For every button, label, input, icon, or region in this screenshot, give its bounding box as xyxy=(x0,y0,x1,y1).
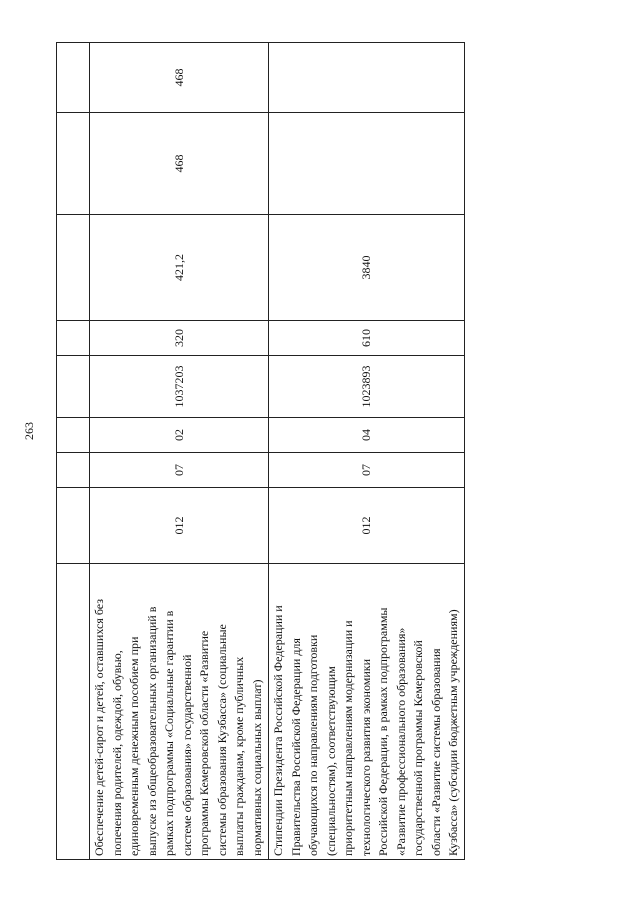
section-code: 07 xyxy=(90,453,269,488)
description-line: выплаты гражданам, кроме публичных xyxy=(232,656,246,856)
table-row xyxy=(269,43,465,860)
blank-cell xyxy=(57,453,90,488)
description-line: «Развитие профессионального образования» xyxy=(393,627,408,856)
blank-cell xyxy=(57,418,90,453)
amount-year-3 xyxy=(269,43,465,113)
page-number: 263 xyxy=(22,422,36,440)
description-line: обучающихся по направлениям подготовки xyxy=(306,634,320,856)
description-line: области «Развитие системы образования xyxy=(428,648,443,856)
description-line: Кузбасса» (субсидии бюджетным учреждениям) xyxy=(446,609,460,856)
expense-type-code: 610 xyxy=(269,321,465,356)
blank-cell xyxy=(57,43,90,113)
budget-table-wrapper xyxy=(56,43,460,860)
amount-year-3: 468 xyxy=(90,43,269,113)
subsection-code: 04 xyxy=(269,418,465,453)
description-line: выпуске из общеобразовательных организаций в xyxy=(144,606,159,856)
description-line: Стипендии Президента Российской Федерации и xyxy=(271,605,285,856)
subsection-code: 02 xyxy=(90,418,269,453)
blank-cell xyxy=(57,488,90,564)
row-description xyxy=(269,564,465,860)
header-blank-row xyxy=(57,43,90,860)
budget-table xyxy=(56,42,465,860)
description-line: нормативных социальных выплат) xyxy=(249,679,264,856)
description-line: рамках подпрограммы «Социальные гарантии в xyxy=(162,610,176,856)
description-line: единовременным денежным пособием при xyxy=(127,636,141,856)
target-code: 1037203 xyxy=(90,356,269,418)
row-description xyxy=(90,564,269,860)
description-line: системы образования Кузбасса» (социальные xyxy=(214,624,229,856)
blank-cell xyxy=(57,564,90,860)
blank-cell xyxy=(57,113,90,215)
description-line: приоритетным направлениям модернизации и xyxy=(341,620,355,856)
blank-cell xyxy=(57,321,90,356)
amount-year-1: 3840 xyxy=(269,215,465,321)
ministry-code: 012 xyxy=(269,488,465,564)
expense-type-code: 320 xyxy=(90,321,269,356)
amount-year-2 xyxy=(269,113,465,215)
blank-cell xyxy=(57,356,90,418)
description-line: Правительства Российской Федерации для xyxy=(288,638,303,856)
description-line: Российской Федерации, в рамках подпрограммы xyxy=(376,607,390,856)
target-code: 1023893 xyxy=(269,356,465,418)
description-line: (специальностям), соответствующим xyxy=(323,666,338,856)
section-code: 07 xyxy=(269,453,465,488)
description-line: системе образования» государственной xyxy=(179,654,194,856)
description-line: программы Кемеровской области «Развитие xyxy=(197,630,211,856)
description-line: технологического развития экономики xyxy=(358,658,373,856)
ministry-code: 012 xyxy=(90,488,269,564)
amount-year-1: 421,2 xyxy=(90,215,269,321)
blank-cell xyxy=(57,215,90,321)
description-line: государственной программы Кемеровской xyxy=(411,640,425,856)
description-line: Обеспечение детей-сирот и детей, оставшихся без xyxy=(92,599,106,856)
table-row xyxy=(90,43,269,860)
amount-year-2: 468 xyxy=(90,113,269,215)
description-line: попечения родителей, одеждой, обувью, xyxy=(109,650,124,856)
